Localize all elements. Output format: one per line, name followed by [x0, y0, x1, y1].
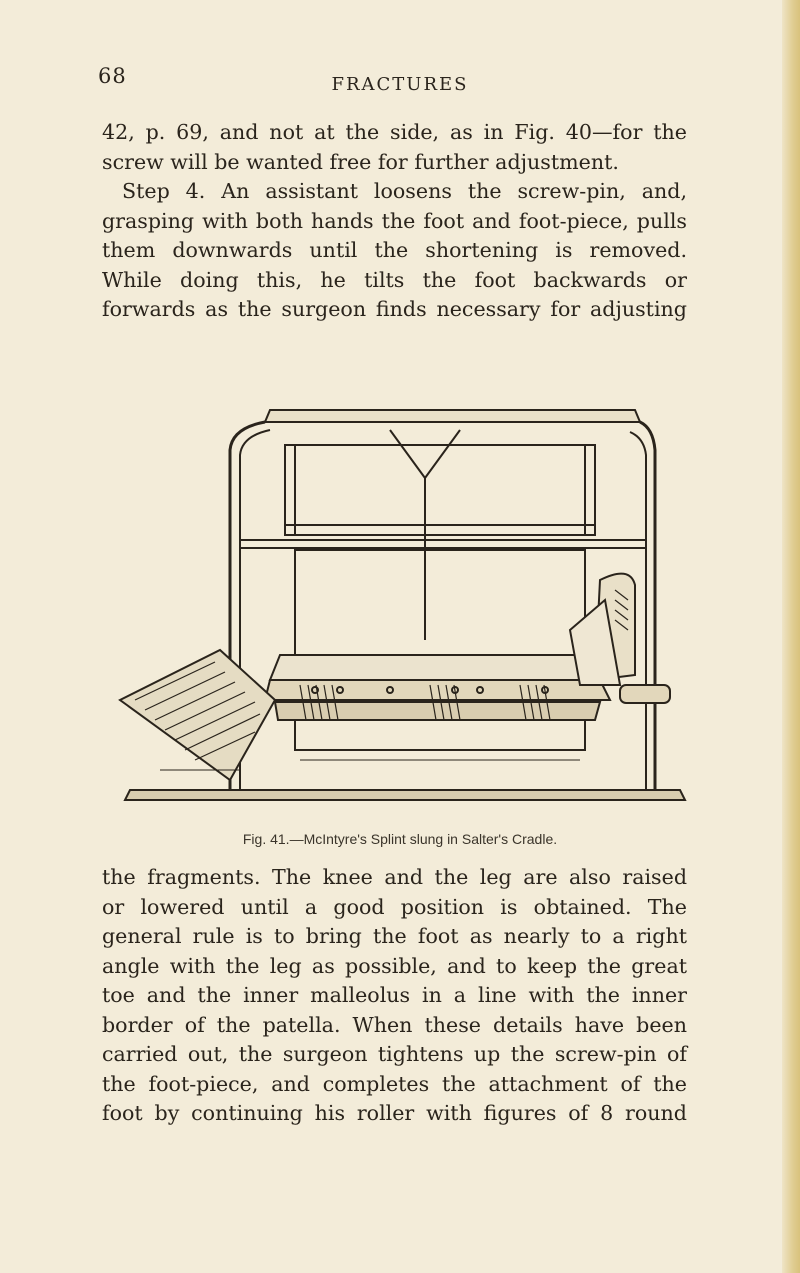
figure-caption: Fig. 41.—McIntyre's Splint slung in Salter's Cradle.	[242, 831, 558, 847]
text-line: While doing this, he tilts the foot backwards or	[102, 267, 687, 292]
text-line: Step 4. An assistant loosens the screw-pin, and,	[122, 179, 687, 203]
text-line: grasping with both hands the foot and foot-piece, pulls	[102, 208, 687, 233]
text-line: toe and the inner malleolus in a line with the inner	[102, 983, 687, 1007]
body-text-top	[102, 118, 687, 325]
page-edge	[782, 0, 800, 1273]
text-line: the foot-piece, and completes the attachment of the	[102, 1071, 687, 1096]
text-line: general rule is to bring the foot as nearly to a right	[102, 924, 687, 948]
text-line: border of the patella. When these details have been	[102, 1012, 687, 1037]
text-line: angle with the leg as possible, and to keep the great	[102, 953, 687, 978]
splint-cradle-illustration	[100, 400, 690, 820]
text-line: them downwards until the shortening is removed.	[102, 238, 687, 262]
text-line: forwards as the surgeon finds necessary for adjusting	[102, 297, 687, 321]
text-line: screw will be wanted free for further adjustment.	[102, 149, 619, 174]
page-header	[0, 64, 800, 104]
page-number: 68	[98, 64, 127, 88]
text-line: or lowered until a good position is obtained. The	[102, 894, 687, 919]
figure-splint-cradle	[100, 400, 690, 820]
text-line: 42, p. 69, and not at the side, as in Fig. 40—for the	[102, 120, 687, 144]
text-line: carried out, the surgeon tightens up the screw-pin of	[102, 1042, 687, 1066]
text-line: foot by continuing his roller with figures of 8 round	[102, 1101, 687, 1125]
body-text-bottom	[102, 863, 687, 1129]
text-line: the fragments. The knee and the leg are also raised	[102, 865, 687, 889]
running-title: FRACTURES	[331, 74, 469, 95]
